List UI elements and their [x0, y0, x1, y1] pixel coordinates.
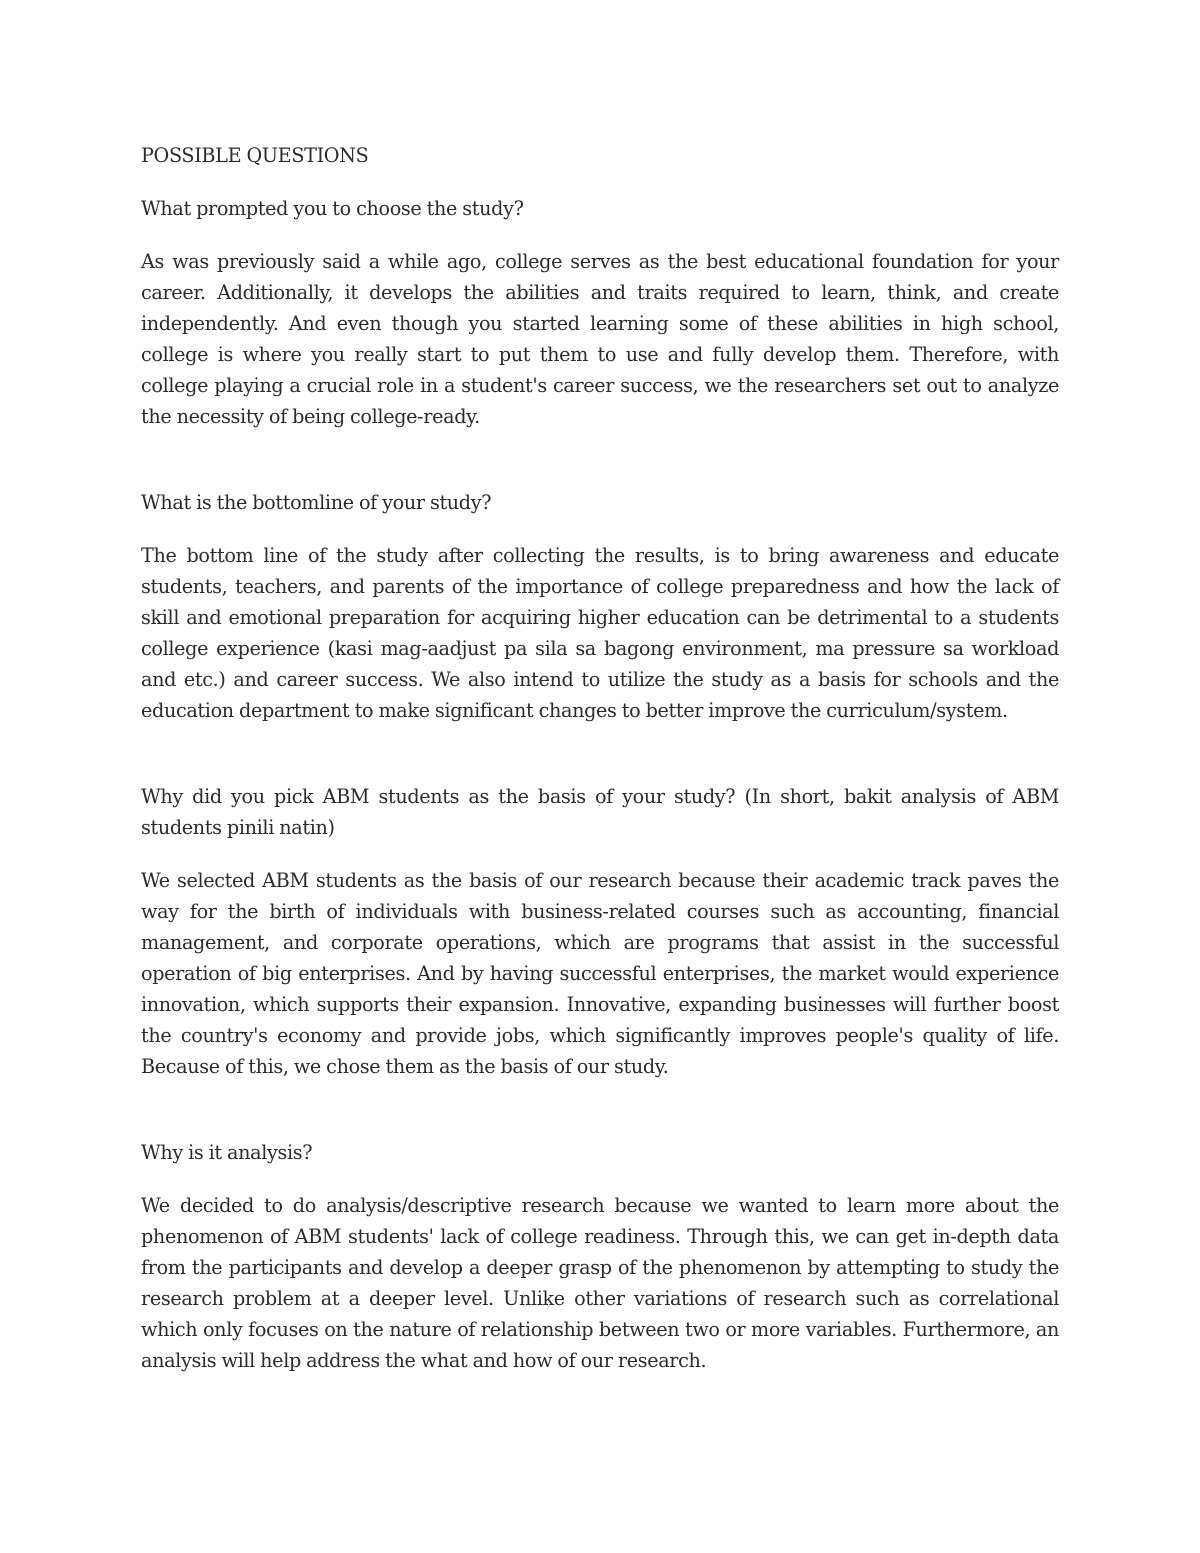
answer-paragraph: We decided to do analysis/descriptive research because we wanted to learn more about the phenomenon of ABM students' lack of college readiness. Through this, we can get in-depth data from the participants and develop a deeper grasp of the phenomenon by attempting to study the research problem at a deeper level. Unlike other variations of research such as correlational which only focuses on the nature of relationship between two or more variables. Furthermore, an analysis will help address the what and how of our research. — [141, 1194, 1059, 1372]
answer-paragraph: We selected ABM students as the basis of our research because their academic track paves the way for the birth of individuals with business-related courses such as accounting, financial management, and corporate operations, which are programs that assist in the successful operation of big enterprises. And by having successful enterprises, the market would experience innovation, which supports their expansion. Innovative, expanding businesses will further boost the country's economy and provide jobs, which significantly improves people's quality of life. Because of this, we chose them as the basis of our study. — [141, 869, 1059, 1078]
qa-section-3 — [141, 781, 1059, 1082]
qa-section-1 — [141, 193, 1059, 432]
question-text: Why did you pick ABM students as the basis of your study? (In short, bakit analysis of ABM students pinili natin) — [141, 785, 1059, 839]
question-text: What prompted you to choose the study? — [141, 197, 524, 220]
question-text: Why is it analysis? — [141, 1141, 313, 1164]
question-text: What is the bottomline of your study? — [141, 491, 492, 514]
answer-paragraph: The bottom line of the study after collecting the results, is to bring awareness and educate students, teachers, and parents of the importance of college preparedness and how the lack of skill and emotional preparation for acquiring higher education can be detrimental to a students college experience (kasi mag-aadjust pa sila sa bagong environment, ma pressure sa workload and etc.) and career success. We also intend to utilize the study as a basis for schools and the education department to make significant changes to better improve the curriculum/system. — [141, 544, 1059, 722]
qa-section-2 — [141, 487, 1059, 726]
document-body — [141, 140, 1059, 1376]
qa-section-4 — [141, 1137, 1059, 1376]
document-title: POSSIBLE QUESTIONS — [141, 144, 369, 167]
answer-paragraph: As was previously said a while ago, college serves as the best educational foundation for your career. Additionally, it develops the abilities and traits required to learn, think, and create independently. And even though you started learning some of these abilities in high school, college is where you really start to put them to use and fully develop them. Therefore, with college playing a crucial role in a student's career success, we the researchers set out to analyze the necessity of being college-ready. — [141, 250, 1059, 428]
